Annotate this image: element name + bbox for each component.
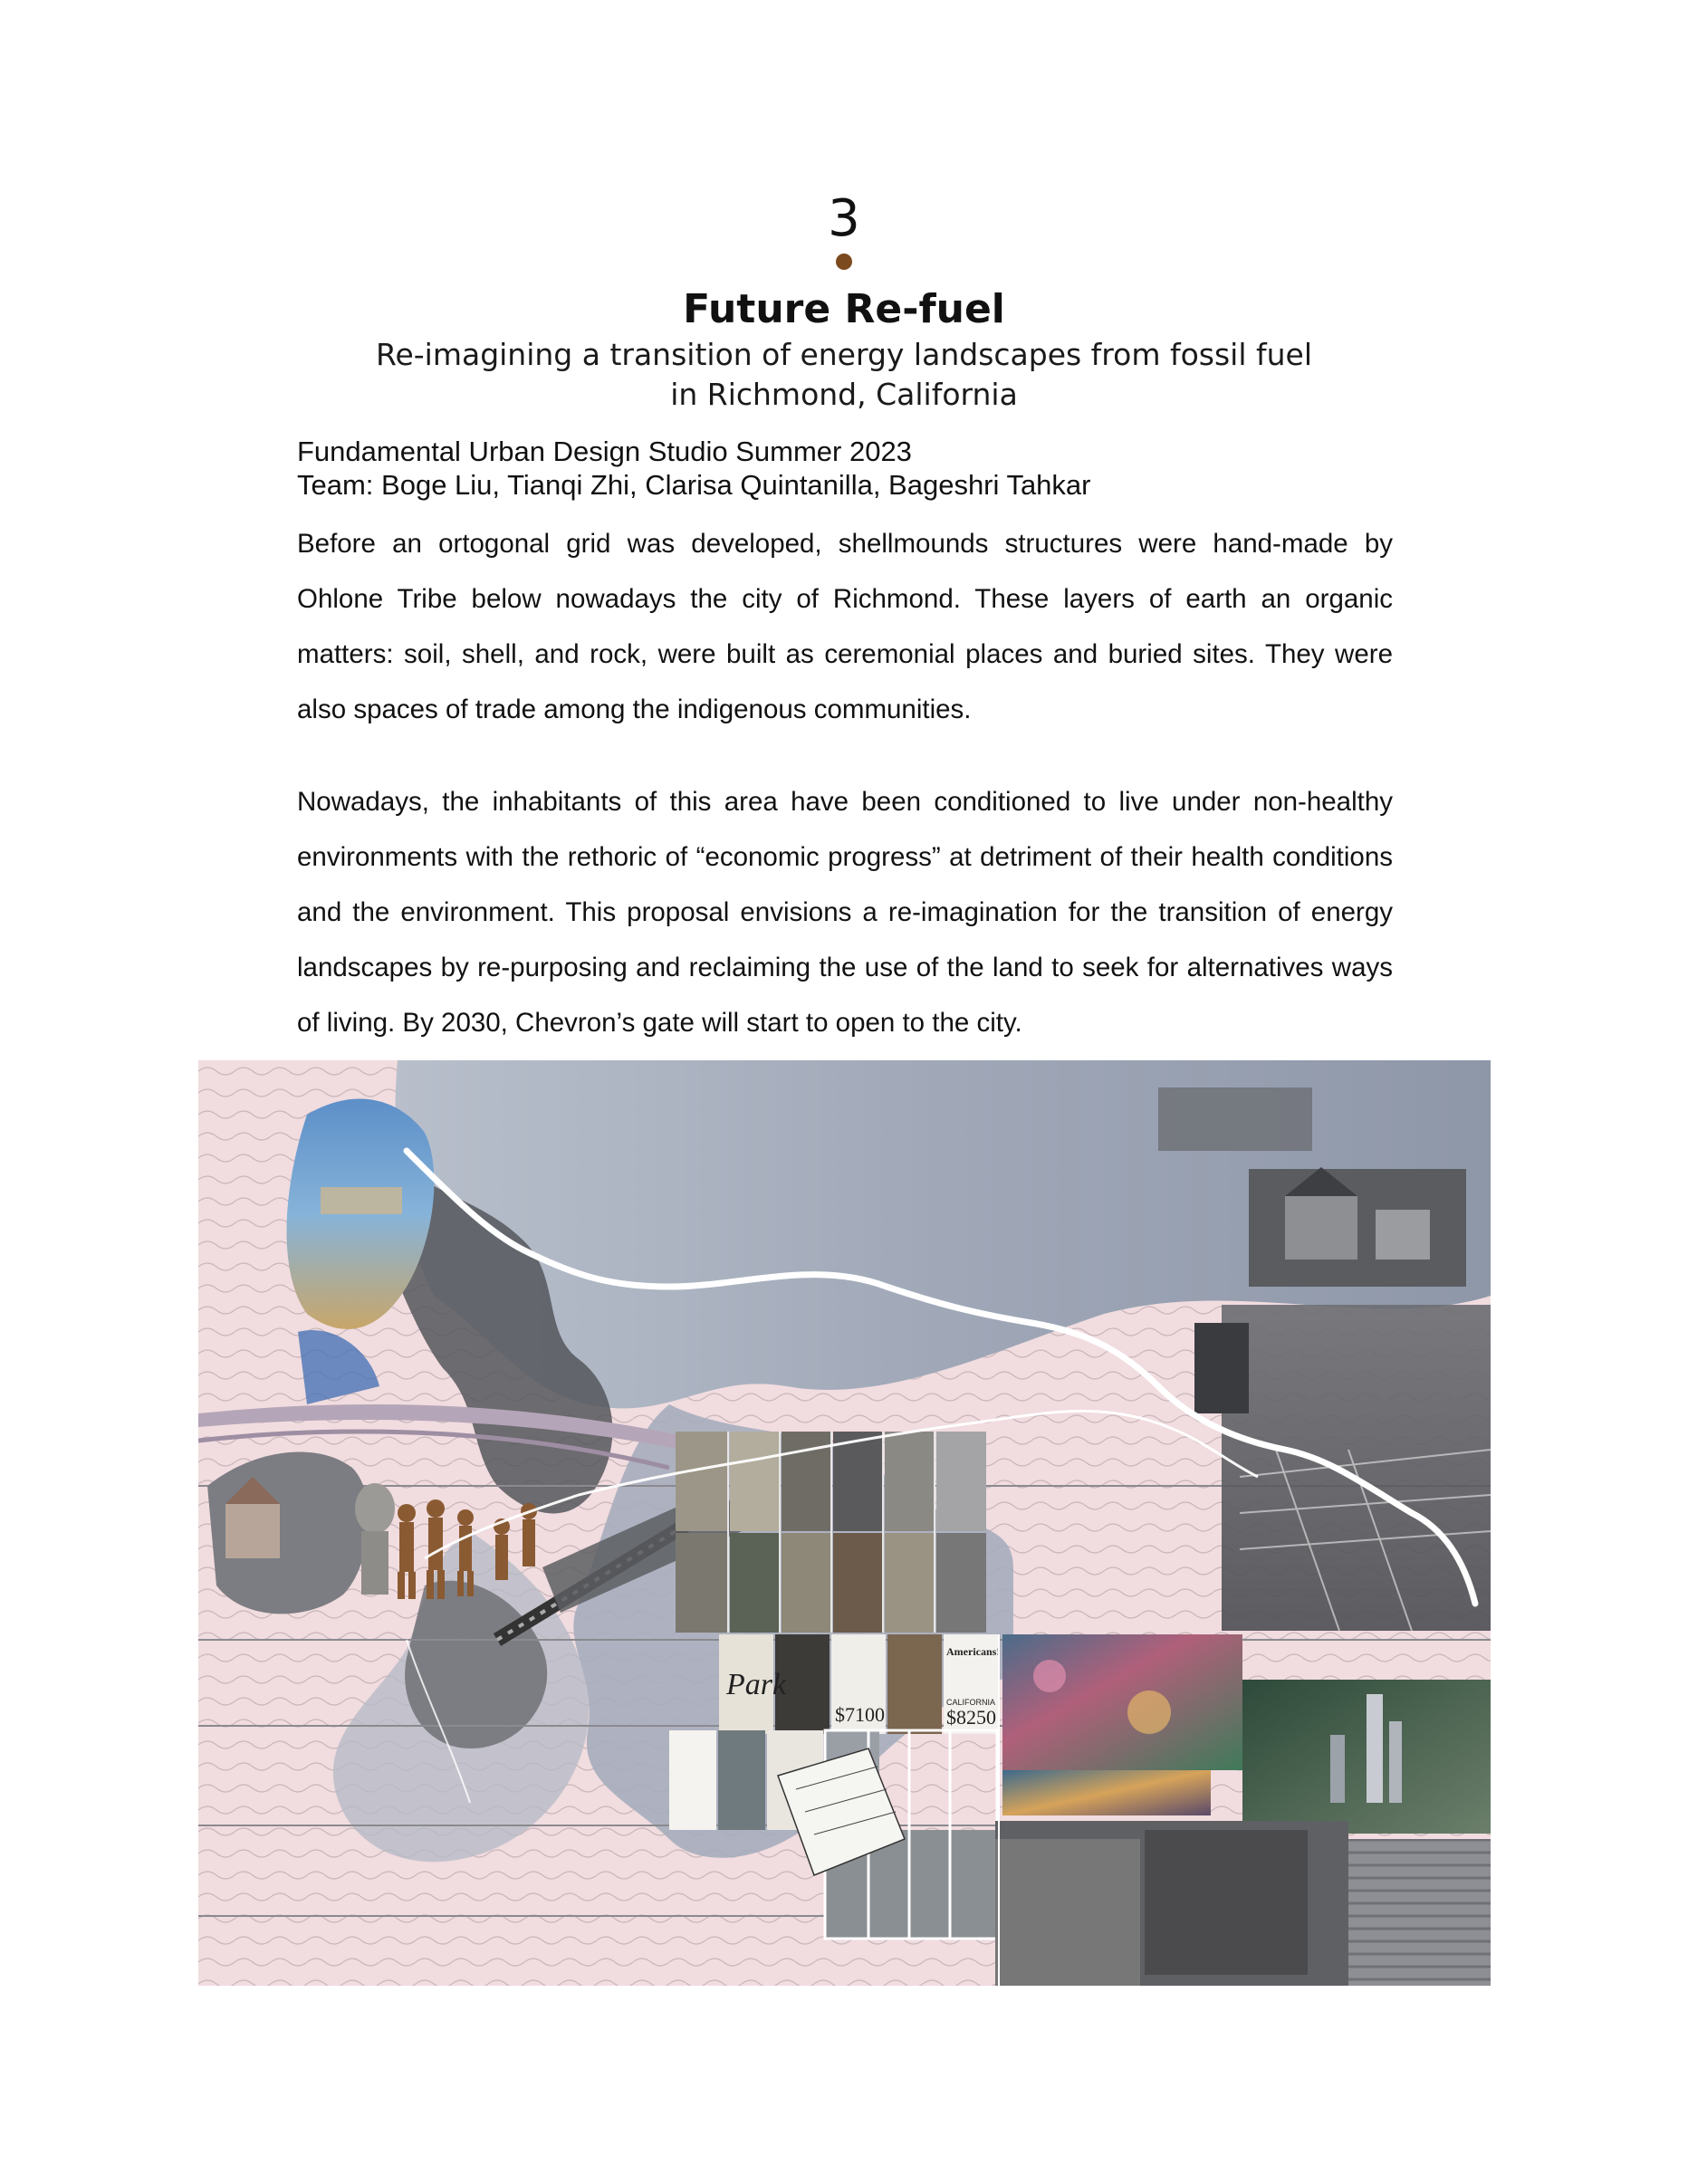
- newspaper-word-park: Park: [726, 1668, 787, 1701]
- chapter-header: [0, 190, 1688, 415]
- subtitle-line-2: in Richmond, California: [670, 377, 1018, 412]
- paragraph-2: Nowadays, the inhabitants of this area have been conditioned to live under non-healthy environments with the rethoric of “economic progress” at detriment of their health conditions and the environment. This proposal envisions a re-imagination for the transition of energy landscapes by re-purposing and reclaiming the use of the land to seek for alternatives ways of living. By 2030, Chevron’s gate will start to open to the city.: [297, 787, 1393, 1038]
- page-title: Future Re-fuel: [683, 286, 1005, 332]
- newspaper-headline: Americans!: [946, 1645, 1001, 1658]
- team-line: Team: Boge Liu, Tianqi Zhi, Clarisa Quintanilla, Bageshri Tahkar: [297, 469, 1091, 501]
- collage-image: [198, 1060, 1491, 1986]
- studio-info: [297, 435, 1393, 502]
- newspaper-place: CALIFORNIA: [946, 1698, 996, 1707]
- body-text: [297, 516, 1393, 1050]
- brown-dot-icon: [836, 254, 852, 270]
- newspaper-price-2: $8250: [946, 1706, 996, 1729]
- paragraph-1: Before an ortogonal grid was developed, shellmounds structures were hand-made by Ohlone Tribe below nowadays the city of Richmond. These layers of earth an organic matters: soil, shell, and rock, were built as ceremonial places and buried sites. They were also spaces of trade among the indigenous communities.: [297, 529, 1393, 724]
- collage-illustration: [198, 1060, 1491, 1986]
- studio-line: Fundamental Urban Design Studio Summer 2023: [297, 436, 912, 467]
- subtitle-line-1: Re-imagining a transition of energy landscapes from fossil fuel: [376, 337, 1312, 372]
- newspaper-price-1: $7100: [835, 1703, 885, 1726]
- chapter-number: 3: [828, 189, 860, 248]
